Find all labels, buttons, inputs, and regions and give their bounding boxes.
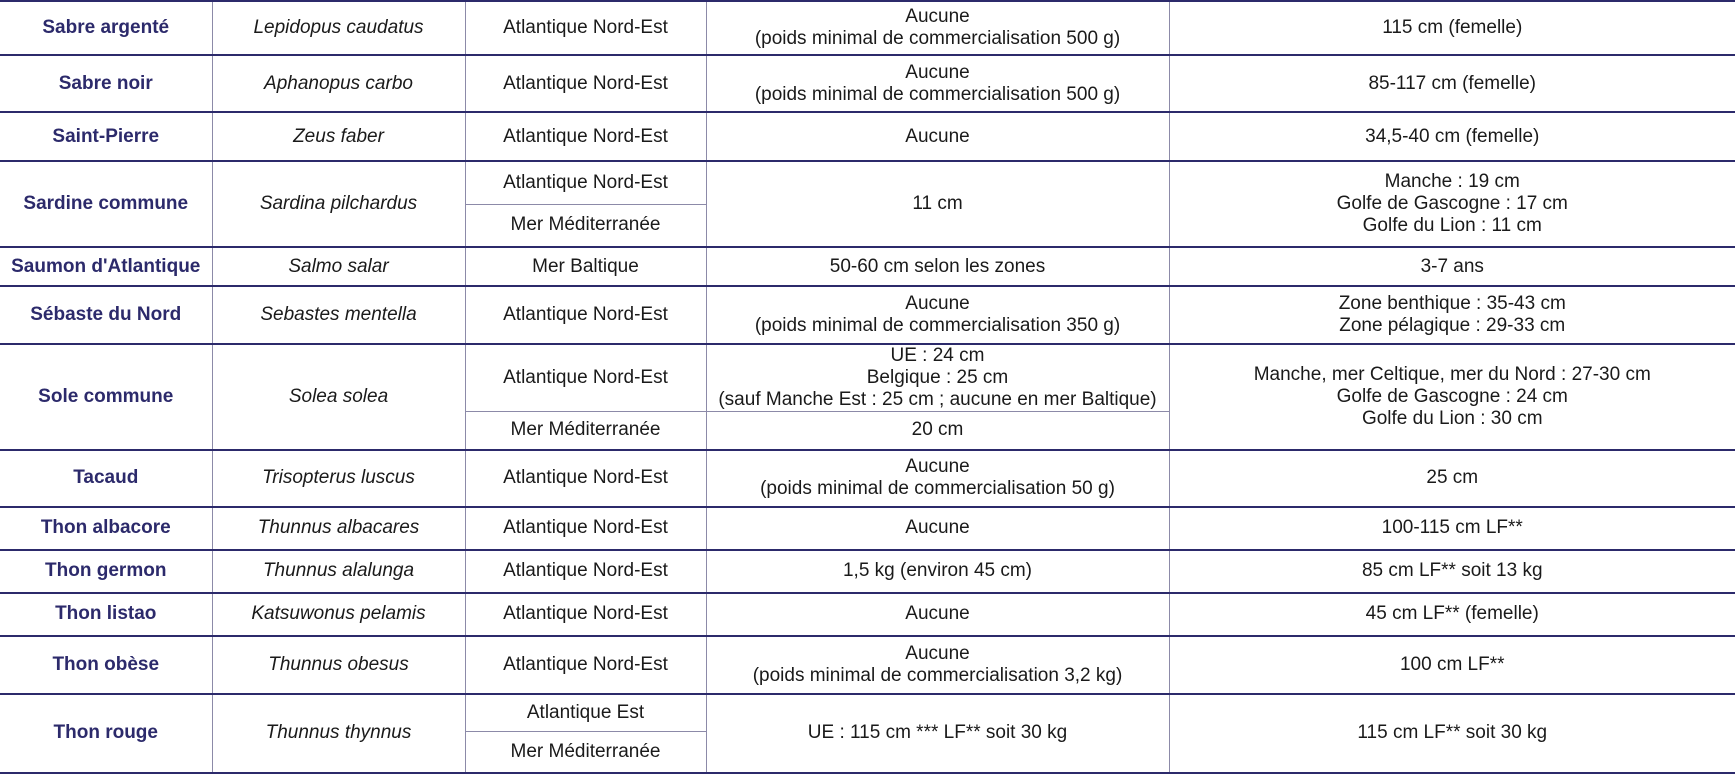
- maturity-size: 100 cm LF**: [1169, 636, 1735, 694]
- minimum-size: Aucune (poids minimal de commercialisation 3,2 kg): [706, 636, 1169, 694]
- scientific-name: Trisopterus luscus: [212, 450, 465, 507]
- species-name: Thon germon: [0, 550, 212, 593]
- table-row: [0, 550, 1735, 593]
- scientific-name: Thunnus albacares: [212, 507, 465, 550]
- maturity-size: 85-117 cm (femelle): [1169, 55, 1735, 112]
- species-name: Saumon d'Atlantique: [0, 247, 212, 286]
- table-row: [0, 694, 1735, 732]
- table-row: [0, 450, 1735, 507]
- maturity-size: 115 cm (femelle): [1169, 1, 1735, 55]
- scientific-name: Lepidopus caudatus: [212, 1, 465, 55]
- zone: Atlantique Est: [465, 694, 706, 732]
- minimum-size: UE : 115 cm *** LF** soit 30 kg: [706, 694, 1169, 773]
- minimum-size: UE : 24 cm Belgique : 25 cm (sauf Manche Est : 25 cm ; aucune en mer Baltique): [706, 344, 1169, 412]
- scientific-name: Sebastes mentella: [212, 286, 465, 344]
- scientific-name: Zeus faber: [212, 112, 465, 161]
- zone: Mer Baltique: [465, 247, 706, 286]
- minimum-size: 11 cm: [706, 161, 1169, 247]
- minimum-size: Aucune (poids minimal de commercialisation 500 g): [706, 1, 1169, 55]
- species-name: Thon albacore: [0, 507, 212, 550]
- species-name: Sabre noir: [0, 55, 212, 112]
- minimum-size: Aucune: [706, 593, 1169, 636]
- zone: Atlantique Nord-Est: [465, 636, 706, 694]
- maturity-size: Manche : 19 cm Golfe de Gascogne : 17 cm Golfe du Lion : 11 cm: [1169, 161, 1735, 247]
- zone: Mer Méditerranée: [465, 732, 706, 773]
- zone: Atlantique Nord-Est: [465, 550, 706, 593]
- maturity-size: 100-115 cm LF**: [1169, 507, 1735, 550]
- minimum-size: 20 cm: [706, 412, 1169, 450]
- minimum-size: 1,5 kg (environ 45 cm): [706, 550, 1169, 593]
- scientific-name: Solea solea: [212, 344, 465, 450]
- table-row: [0, 112, 1735, 161]
- table-row: [0, 161, 1735, 204]
- table-row: [0, 593, 1735, 636]
- maturity-size: 25 cm: [1169, 450, 1735, 507]
- species-name: Thon rouge: [0, 694, 212, 773]
- species-name: Tacaud: [0, 450, 212, 507]
- maturity-size: 115 cm LF** soit 30 kg: [1169, 694, 1735, 773]
- table-row: [0, 1, 1735, 55]
- minimum-size: Aucune (poids minimal de commercialisation 350 g): [706, 286, 1169, 344]
- zone: Atlantique Nord-Est: [465, 344, 706, 412]
- maturity-size: Manche, mer Celtique, mer du Nord : 27-30 cm Golfe de Gascogne : 24 cm Golfe du Lion : 30 cm: [1169, 344, 1735, 450]
- zone: Atlantique Nord-Est: [465, 55, 706, 112]
- zone: Atlantique Nord-Est: [465, 161, 706, 204]
- zone: Atlantique Nord-Est: [465, 286, 706, 344]
- species-name: Thon obèse: [0, 636, 212, 694]
- scientific-name: Thunnus thynnus: [212, 694, 465, 773]
- table-row: [0, 636, 1735, 694]
- maturity-size: 3-7 ans: [1169, 247, 1735, 286]
- zone: Atlantique Nord-Est: [465, 112, 706, 161]
- species-name: Saint-Pierre: [0, 112, 212, 161]
- scientific-name: Thunnus obesus: [212, 636, 465, 694]
- scientific-name: Thunnus alalunga: [212, 550, 465, 593]
- zone: Atlantique Nord-Est: [465, 593, 706, 636]
- zone: Mer Méditerranée: [465, 412, 706, 450]
- zone: Atlantique Nord-Est: [465, 1, 706, 55]
- species-name: Sébaste du Nord: [0, 286, 212, 344]
- table-row: [0, 344, 1735, 412]
- minimum-size: Aucune: [706, 507, 1169, 550]
- zone: Atlantique Nord-Est: [465, 450, 706, 507]
- table-row: [0, 507, 1735, 550]
- scientific-name: Salmo salar: [212, 247, 465, 286]
- table-row: [0, 55, 1735, 112]
- species-name: Thon listao: [0, 593, 212, 636]
- table-row: [0, 286, 1735, 344]
- zone: Atlantique Nord-Est: [465, 507, 706, 550]
- table-row: [0, 247, 1735, 286]
- maturity-size: 34,5-40 cm (femelle): [1169, 112, 1735, 161]
- maturity-size: 45 cm LF** (femelle): [1169, 593, 1735, 636]
- scientific-name: Sardina pilchardus: [212, 161, 465, 247]
- minimum-size: Aucune: [706, 112, 1169, 161]
- scientific-name: Aphanopus carbo: [212, 55, 465, 112]
- species-name: Sole commune: [0, 344, 212, 450]
- species-name: Sabre argenté: [0, 1, 212, 55]
- minimum-size: Aucune (poids minimal de commercialisation 50 g): [706, 450, 1169, 507]
- scientific-name: Katsuwonus pelamis: [212, 593, 465, 636]
- maturity-size: 85 cm LF** soit 13 kg: [1169, 550, 1735, 593]
- zone: Mer Méditerranée: [465, 204, 706, 247]
- species-name: Sardine commune: [0, 161, 212, 247]
- minimum-size: 50-60 cm selon les zones: [706, 247, 1169, 286]
- maturity-size: Zone benthique : 35-43 cm Zone pélagique : 29-33 cm: [1169, 286, 1735, 344]
- minimum-size: Aucune (poids minimal de commercialisation 500 g): [706, 55, 1169, 112]
